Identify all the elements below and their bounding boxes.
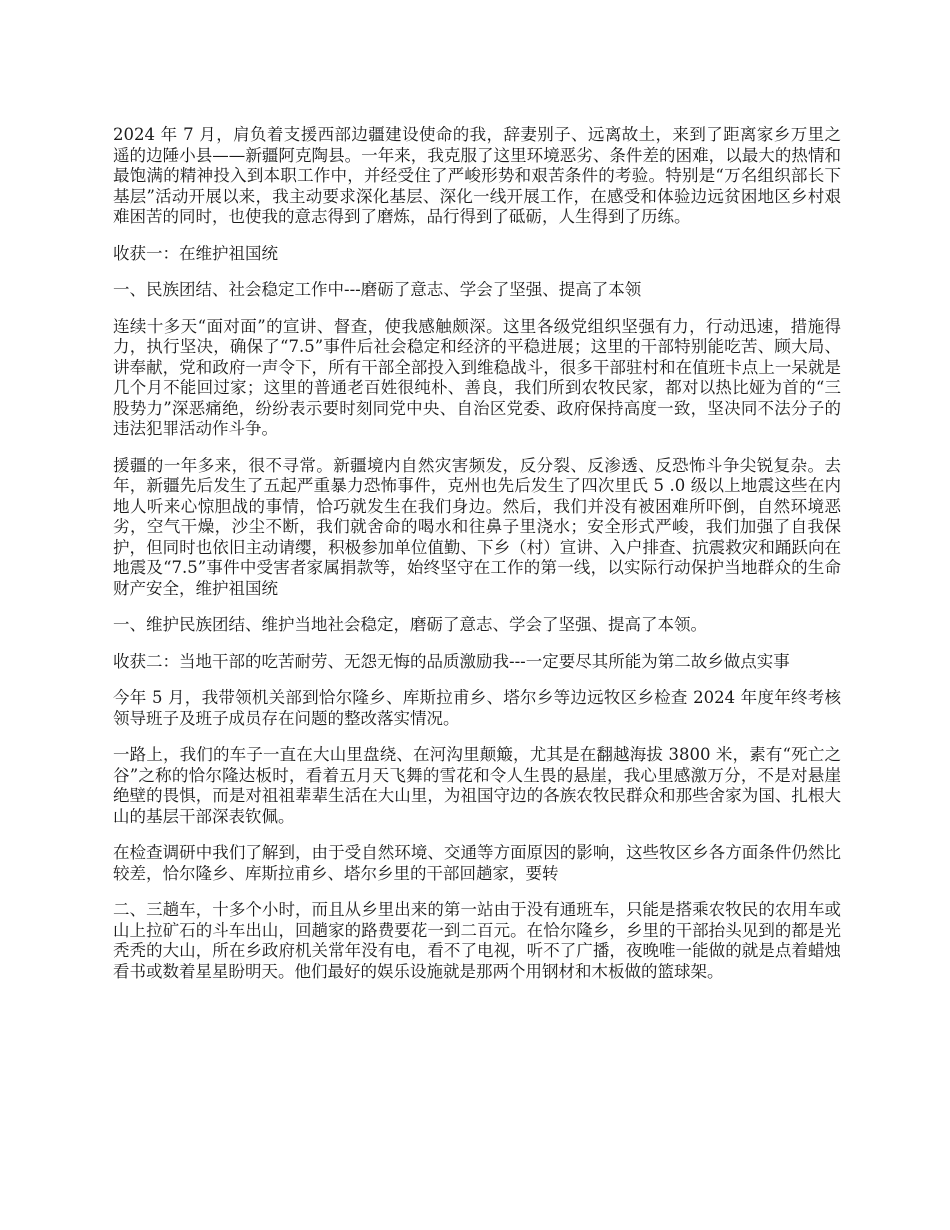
paragraph-section-one-summary: 一、维护民族团结、维护当地社会稳定，磨砺了意志、学会了坚强、提高了本领。 [113,615,707,634]
document-body [113,125,841,998]
paragraph-gain-one-heading: 收获一：在维护祖国统 [113,243,278,263]
paragraph-xinjiang-year: 援疆的一年多来，很不寻常。新疆境内自然灾害频发，反分裂、反渗透、反恐怖斗争尖锐复杂。去年，新疆先后发生了五起严重暴力恐怖事件，克州也先后发生了四次里氏 5 .0 级以上地震这些在内地人听来心惊胆战的事情，恰巧就发生在我们身边。然后，我们并没有被困难所吓倒，自然环境恶劣，空气干燥，沙尘不断，我们就舍命的喝水和往鼻子里浇水；安全形式严峻，我们加强了自我保护，但同时也依旧主动请缨，积极参加单位值勤、下乡（村）宣讲、入户排查、抗震救灾和踊跃向在地震及“7.5”事件中受害者家属捐款等，始终坚守在工作的第一线，以实际行动保护当地群众的生命财产安全，维护祖国统 [113,455,841,598]
paragraph-intro: 2024 年 7 月，肩负着支援西部边疆建设使命的我，辞妻别子、远离故土，来到了距离家乡万里之遥的边陲小县——新疆阿克陶县。一年来，我克服了这里环境恶劣、条件差的困难，以最大的热情和最饱满的精神投入到本职工作中，并经受住了严峻形势和艰苦条件的考验。特别是“万名组织部长下基层”活动开展以来，我主动要求深化基层、深化一线开展工作，在感受和体验边远贫困地区乡村艰难困苦的同时，也使我的意志得到了磨炼，品行得到了砥砺，人生得到了历练。 [113,125,841,226]
paragraph-may-inspection: 今年 5 月，我带领机关部到恰尔隆乡、库斯拉甫乡、塔尔乡等边远牧区乡检查 2024 年度年终考核领导班子及班子成员存在问题的整改落实情况。 [113,688,841,728]
paragraph-section-one-heading: 一、民族团结、社会稳定工作中---磨砺了意志、学会了坚强、提高了本领 [113,280,642,299]
paragraph-face-to-face: 连续十多天“面对面”的宣讲、督查，使我感触颇深。这里各级党组织坚强有力，行动迅速，措施得力，执行坚决，确保了“7.5”事件后社会稳定和经济的平稳进展；这里的干部特别能吃苦、顾大局、讲奉献，党和政府一声令下，所有干部全部投入到维稳战斗，很多干部驻村和在值班卡点上一呆就是几个月不能回过家；这里的普通老百姓很纯朴、善良，我们所到农牧民家，都对以热比娅为首的“三股势力”深恶痛绝，纷纷表示要时刻同党中央、自治区党委、政府保持高度一致，坚决同不法分子的违法犯罪活动作斗争。 [113,316,841,438]
paragraph-gain-two-heading: 收获二：当地干部的吃苦耐劳、无怨无悔的品质激励我---一定要尽其所能为第二故乡做点实事 [113,651,790,671]
paragraph-mountain-road: 一路上，我们的车子一直在大山里盘绕、在河沟里颠簸，尤其是在翻越海拔 3800 米，素有“死亡之谷”之称的恰尔隆达板时，看着五月天飞舞的雪花和令人生畏的悬崖，我心里感激万分，不是对悬崖绝壁的畏惧，而是对祖祖辈辈生活在大山里，为祖国守边的各族农牧民群众和那些舍家为国、扎根大山的基层干部深表钦佩。 [113,745,841,826]
paragraph-journey-home: 二、三趟车，十多个小时，而且从乡里出来的第一站由于没有通班车，只能是搭乘农牧民的农用车或山上拉矿石的斗车出山，回趟家的路费要花一到二百元。在恰尔隆乡，乡里的干部抬头见到的都是光秃秃的大山，所在乡政府机关常年没有电，看不了电视，听不了广播，夜晚唯一能做的就是点着蜡烛看书或数着星星盼明天。他们最好的娱乐设施就是那两个用钢材和木板做的篮球架。 [113,900,841,981]
paragraph-investigation: 在检查调研中我们了解到，由于受自然环境、交通等方面原因的影响，这些牧区乡各方面条件仍然比较差，恰尔隆乡、库斯拉甫乡、塔尔乡里的干部回趟家，要转 [113,843,841,883]
